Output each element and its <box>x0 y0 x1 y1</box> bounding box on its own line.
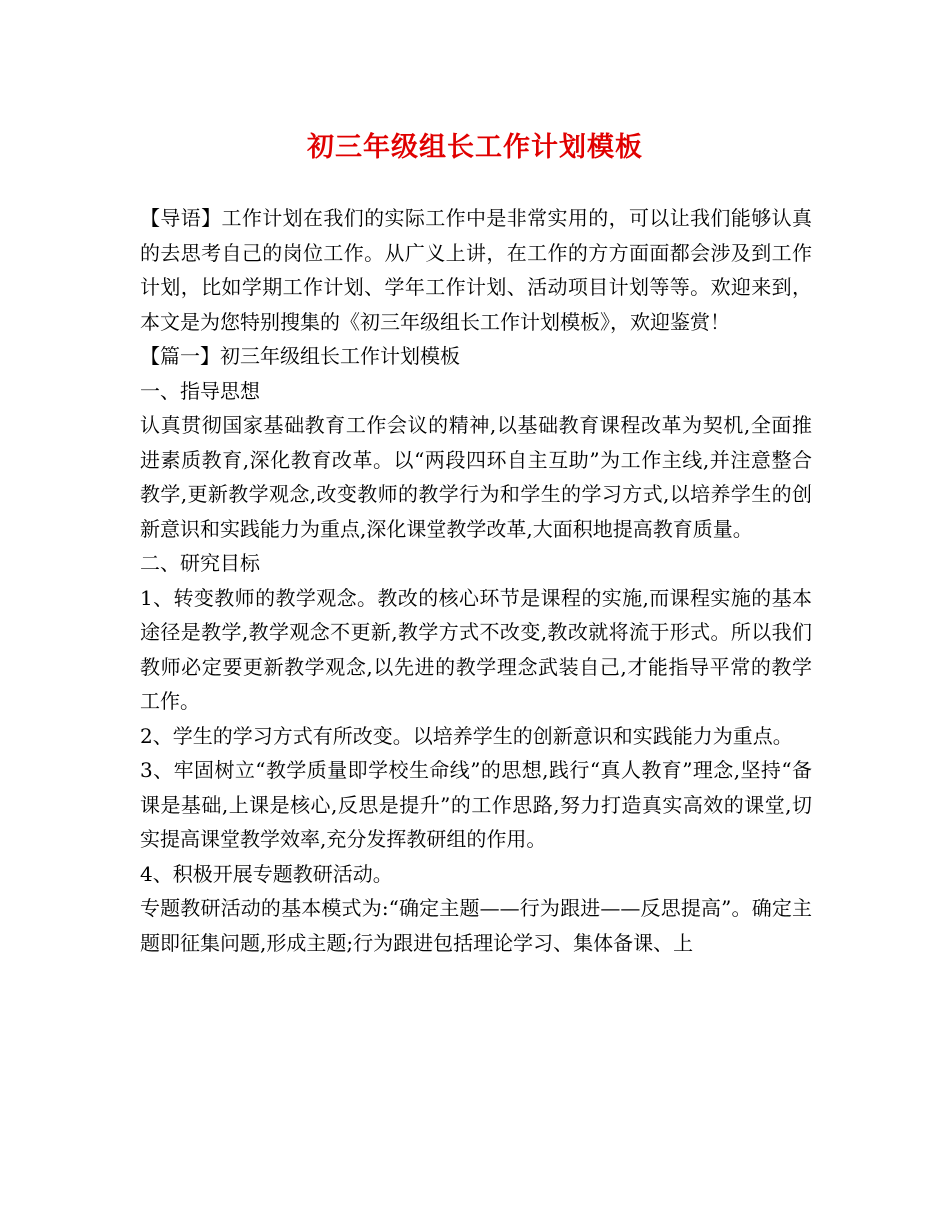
body-paragraph: 专题教研活动的基本模式为:“确定主题——行为跟进——反思提高”。确定主题即征集问题,形成主题;行为跟进包括理论学习、集体备课、上 <box>140 896 812 955</box>
list-item: 2、学生的学习方式有所改变。以培养学生的创新意识和实践能力为重点。 <box>140 723 793 748</box>
document-body <box>140 201 812 960</box>
intro-paragraph: 【导语】工作计划在我们的实际工作中是非常实用的，可以让我们能够认真的去思考自己的岗位工作。从广义上讲，在工作的方方面面都会涉及到工作计划，比如学期工作计划、学年工作计划、活动项目计划等等。欢迎来到，本文是为您特别搜集的《初三年级组长工作计划模板》，欢迎鉴赏！ <box>140 206 812 334</box>
document-title: 初三年级组长工作计划模板 <box>307 132 643 163</box>
subheading-guiding-thought: 一、指导思想 <box>140 378 260 403</box>
list-item: 4、积极开展专题教研活动。 <box>140 861 393 886</box>
section-heading: 【篇一】初三年级组长工作计划模板 <box>140 344 460 368</box>
body-paragraph: 认真贯彻国家基础教育工作会议的精神,以基础教育课程改革为契机,全面推进素质教育,深化教育改革。以“两段四环自主互助”为工作主线,并注意整合教学,更新教学观念,改变教师的教学行为和学生的学习方式,以培养学生的创新意识和实践能力为重点,深化课堂教学改革,大面积地提高教育质量。 <box>140 413 812 541</box>
list-item: 3、牢固树立“教学质量即学校生命线”的思想,践行“真人教育”理念,坚持“备课是基础,上课是核心,反思是提升”的工作思路,努力打造真实高效的课堂,切实提高课堂教学效率,充分发挥教研组的作用。 <box>140 758 812 851</box>
list-item: 1、转变教师的教学观念。教改的核心环节是课程的实施,而课程实施的基本途径是教学,教学观念不更新,教学方式不改变,教改就将流于形式。所以我们教师必定要更新教学观念,以先进的教学理念武装自己,才能指导平常的教学工作。 <box>140 585 812 713</box>
subheading-research-goals: 二、研究目标 <box>140 551 260 575</box>
